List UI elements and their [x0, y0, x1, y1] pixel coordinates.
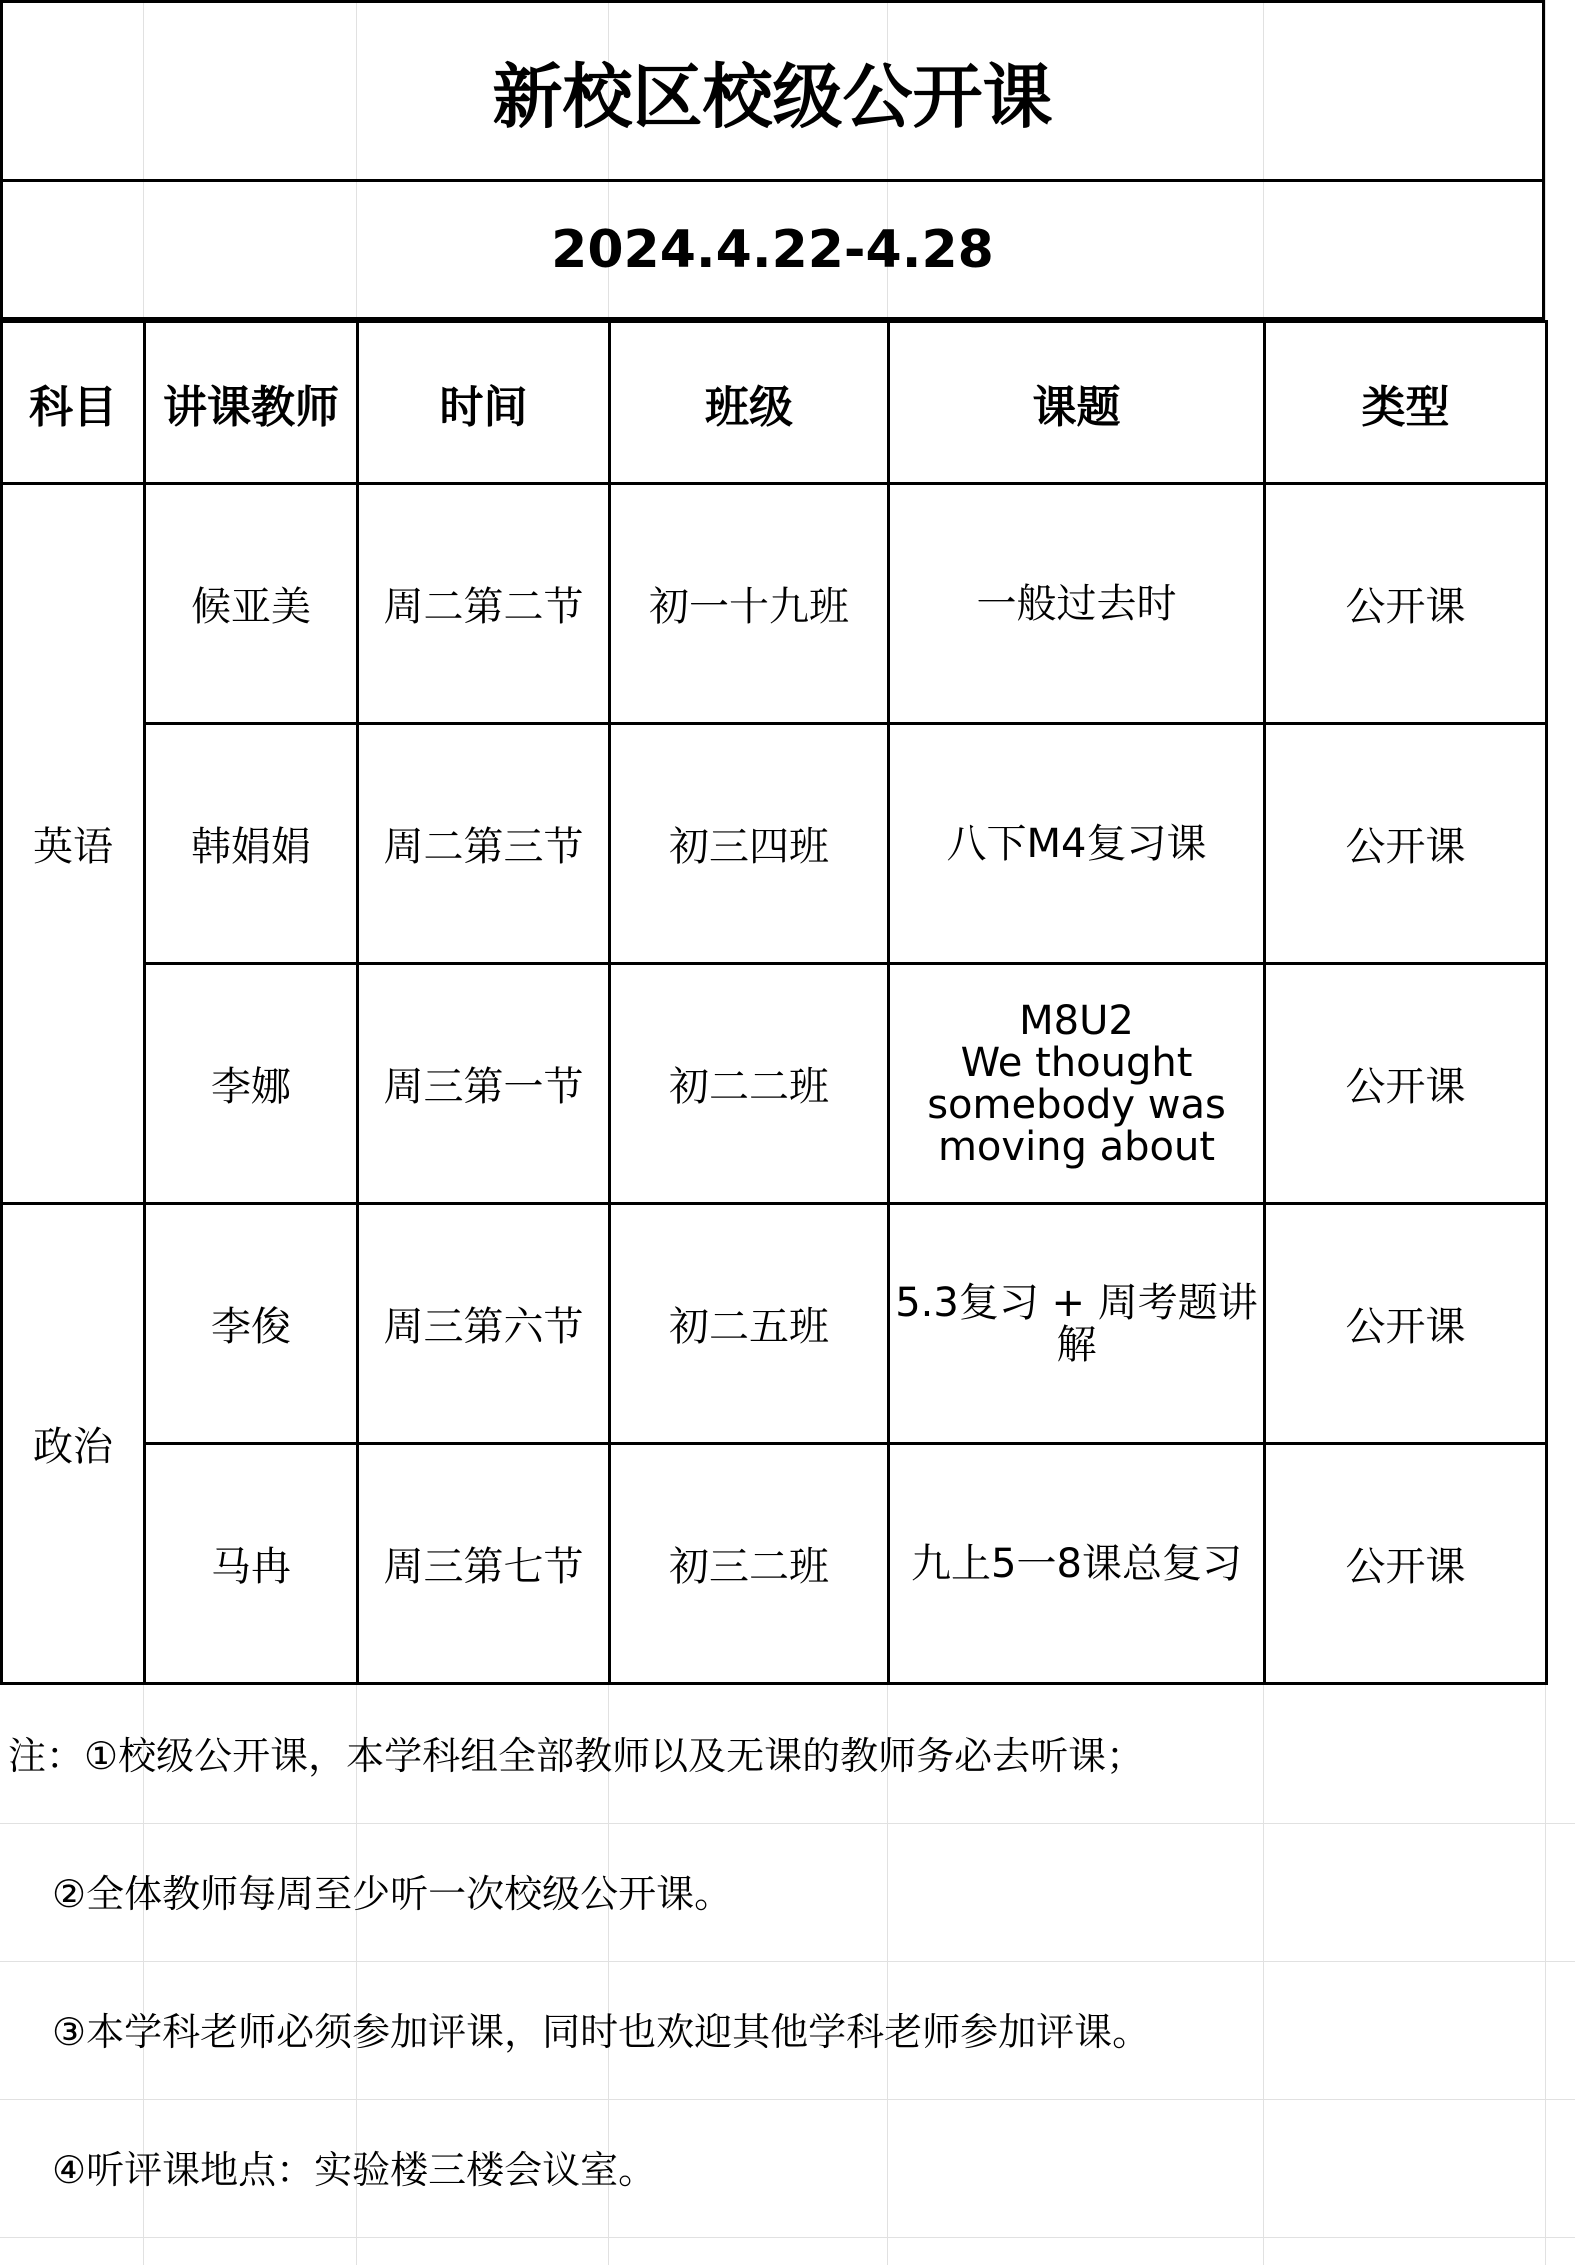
class-cell: 初二二班	[610, 964, 889, 1204]
class-cell: 初三四班	[610, 724, 889, 964]
type-cell: 公开课	[1265, 724, 1547, 964]
topic-line: somebody was	[927, 1081, 1226, 1128]
type-cell: 公开课	[1265, 484, 1547, 724]
schedule-table	[0, 320, 1548, 1685]
time-cell: 周二第二节	[358, 484, 610, 724]
header-time: 时间	[358, 322, 610, 484]
topic-cell	[889, 964, 1265, 1204]
type-cell: 公开课	[1265, 1204, 1547, 1444]
time-cell: 周三第六节	[358, 1204, 610, 1444]
table-row	[2, 1204, 1547, 1444]
header-class: 班级	[610, 322, 889, 484]
table-row	[2, 724, 1547, 964]
class-cell: 初一十九班	[610, 484, 889, 724]
note-3: ③本学科老师必须参加评课，同时也欢迎其他学科老师参加评课。	[52, 2009, 1151, 2054]
time-cell: 周二第三节	[358, 724, 610, 964]
time-cell: 周三第七节	[358, 1444, 610, 1684]
topic-cell	[889, 1204, 1265, 1444]
header-topic: 课题	[889, 322, 1265, 484]
teacher-cell: 马冉	[145, 1444, 358, 1684]
teacher-cell: 李娜	[145, 964, 358, 1204]
topic-line: We thought	[960, 1039, 1193, 1086]
topic-line: 九上5一8课总复习	[911, 1540, 1242, 1587]
header-subject: 科目	[2, 322, 145, 484]
topic-line: 一般过去时	[976, 580, 1177, 627]
table-row	[2, 484, 1547, 724]
teacher-cell: 李俊	[145, 1204, 358, 1444]
topic-line: moving about	[937, 1123, 1216, 1170]
header-type: 类型	[1265, 322, 1547, 484]
note-1: 注：①校级公开课，本学科组全部教师以及无课的教师务必去听课；	[8, 1733, 1145, 1778]
topic-cell	[889, 484, 1265, 724]
note-4: ④听评课地点：实验楼三楼会议室。	[52, 2147, 657, 2192]
topic-line: M8U2	[1019, 997, 1134, 1044]
topic-line: 八下M4复习课	[946, 820, 1207, 867]
note-2: ②全体教师每周至少听一次校级公开课。	[52, 1871, 733, 1916]
header-row	[2, 322, 1547, 484]
subject-cell-english: 英语	[2, 484, 145, 1204]
topic-line: 解	[1056, 1321, 1097, 1368]
class-cell: 初三二班	[610, 1444, 889, 1684]
subject-cell-politics: 政治	[2, 1204, 145, 1684]
time-cell: 周三第一节	[358, 964, 610, 1204]
type-cell: 公开课	[1265, 1444, 1547, 1684]
type-cell: 公开课	[1265, 964, 1547, 1204]
page-title: 新校区校级公开课	[0, 0, 1545, 182]
topic-cell	[889, 1444, 1265, 1684]
table-row	[2, 964, 1547, 1204]
class-cell: 初二五班	[610, 1204, 889, 1444]
date-range: 2024.4.22-4.28	[0, 182, 1545, 320]
table-row	[2, 1444, 1547, 1684]
teacher-cell: 候亚美	[145, 484, 358, 724]
topic-cell	[889, 724, 1265, 964]
teacher-cell: 韩娟娟	[145, 724, 358, 964]
header-teacher: 讲课教师	[145, 322, 358, 484]
topic-line: 5.3复习 + 周考题讲	[895, 1279, 1258, 1326]
